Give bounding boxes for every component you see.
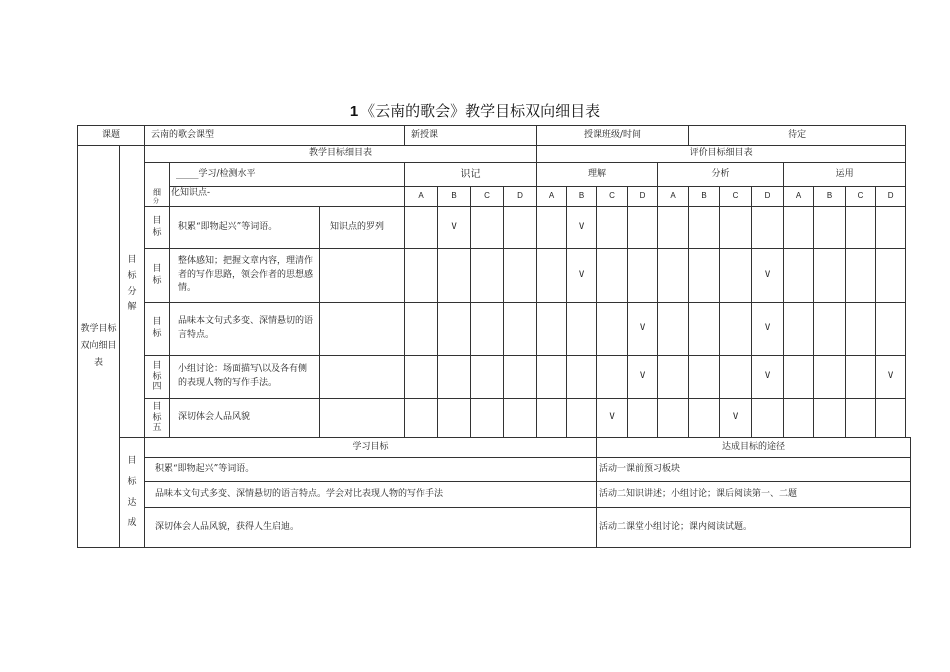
achieve-path: 活动一课前预习板块 (597, 458, 911, 482)
letter-d: D (628, 187, 658, 207)
goal-label: 目 标 (145, 249, 170, 303)
mark-cell (846, 249, 876, 303)
mark-cell (846, 207, 876, 249)
achieve-goal: 积累“即物起兴”等词语。 (145, 458, 597, 482)
level-shiji: 识记 (405, 163, 537, 187)
goal-row (78, 303, 911, 356)
mark-cell (846, 303, 876, 356)
path-header: 达成目标的途径 (597, 438, 911, 458)
mark-cell (846, 356, 876, 399)
mark-cell (597, 249, 628, 303)
mark-cell (628, 249, 658, 303)
achieve-path: 活动二课堂小组讨论；课内阅读试题。 (597, 508, 911, 548)
mark-cell (471, 399, 504, 438)
mark-cell (628, 207, 658, 249)
mark-cell: V (752, 356, 784, 399)
mark-cell (438, 249, 471, 303)
goal-text: 整体感知；把握文章内容，理清作者的写作思路，领会作者的思想感情。 (170, 249, 320, 303)
mark-cell (628, 399, 658, 438)
goal-note (320, 356, 405, 399)
achieve-goal: 品味本文句式多变、深情悬切的语言特点。学会对比表现人物的写作手法 (145, 482, 597, 508)
achieve-label: 目 标 达 成 (120, 438, 145, 548)
achieve-goal: 深切体会人品风貌，获得人生启迪。 (145, 508, 597, 548)
mark-cell (471, 207, 504, 249)
learn-level: _____学习/检测水平 (170, 163, 405, 187)
mark-cell (405, 356, 438, 399)
mark-cell: V (876, 356, 906, 399)
decompose-label: 目 标 分 解 (120, 146, 145, 438)
subdivide-header: 细 分 (145, 163, 170, 207)
goal-note: 知识点的罗列 (320, 207, 405, 249)
letter-b: B (689, 187, 720, 207)
mark-cell (537, 356, 567, 399)
letter-a: A (537, 187, 567, 207)
mark-cell: V (597, 399, 628, 438)
mark-cell (814, 399, 846, 438)
mark-cell (658, 399, 689, 438)
goal-row (78, 356, 911, 399)
mark-cell: V (752, 303, 784, 356)
mark-cell (658, 207, 689, 249)
achieve-row (78, 482, 911, 508)
letter-c: C (471, 187, 504, 207)
mark-cell (814, 356, 846, 399)
mark-cell (814, 249, 846, 303)
mark-cell (658, 356, 689, 399)
mark-cell (689, 399, 720, 438)
letter-b: B (438, 187, 471, 207)
mark-cell (471, 303, 504, 356)
mark-cell: V (567, 249, 597, 303)
goal-text: 小组讨论：场面描写\以及各有侧的表现人物的写作手法。 (170, 356, 320, 399)
mark-cell (720, 356, 752, 399)
mark-cell (504, 303, 537, 356)
knowledge-label: 化知识点- (170, 187, 405, 207)
mark-cell (537, 399, 567, 438)
mark-cell (876, 303, 906, 356)
mark-cell (720, 303, 752, 356)
letter-c: C (846, 187, 876, 207)
mark-cell (689, 303, 720, 356)
mark-cell (537, 207, 567, 249)
mark-cell (504, 399, 537, 438)
course-name: 云南的歌会课型 (145, 126, 405, 146)
class-time-label: 授课班级/时间 (537, 126, 689, 146)
mark-cell: V (567, 207, 597, 249)
goal-label: 目 标 (145, 207, 170, 249)
section-left-label: 教学目标双向细目表 (78, 146, 120, 548)
goal-label: 目 标 四 (145, 356, 170, 399)
mark-cell (504, 207, 537, 249)
achieve-row (78, 458, 911, 482)
mark-cell (537, 249, 567, 303)
course-type: 新授课 (405, 126, 537, 146)
letter-b: B (567, 187, 597, 207)
mark-cell (471, 356, 504, 399)
mark-cell (597, 207, 628, 249)
goal-note (320, 399, 405, 438)
achieve-path: 活动二知识讲述；小组讨论；课后阅读第一、二题 (597, 482, 911, 508)
mark-cell (405, 207, 438, 249)
eval-detail-header: 评价目标细目表 (537, 146, 906, 163)
goal-text: 品味本文句式多变、深情悬切的语言特点。 (170, 303, 320, 356)
header-row (78, 126, 911, 146)
level-yunyong: 运用 (784, 163, 906, 187)
mark-cell (752, 207, 784, 249)
goal-text: 积累“即物起兴”等词语。 (170, 207, 320, 249)
level-fenxi: 分析 (658, 163, 784, 187)
letter-c: C (597, 187, 628, 207)
mark-cell (720, 207, 752, 249)
goal-row (78, 249, 911, 303)
mark-cell (567, 399, 597, 438)
mark-cell (537, 303, 567, 356)
mark-cell (814, 207, 846, 249)
learn-goal-header: 学习目标 (145, 438, 597, 458)
page-title: 1 《云南的歌会》教学目标双向细目表 (349, 102, 601, 120)
mark-cell (689, 249, 720, 303)
mark-cell (504, 356, 537, 399)
mark-cell (784, 303, 814, 356)
mark-cell (438, 356, 471, 399)
letter-c: C (720, 187, 752, 207)
mark-cell (784, 249, 814, 303)
letter-a: A (784, 187, 814, 207)
mark-cell (752, 399, 784, 438)
mark-cell: V (720, 399, 752, 438)
mark-cell (876, 249, 906, 303)
keti-label: 课题 (78, 126, 145, 146)
mark-cell: V (628, 356, 658, 399)
mark-cell (689, 356, 720, 399)
mark-cell (597, 356, 628, 399)
mark-cell (567, 303, 597, 356)
mark-cell (876, 207, 906, 249)
mark-cell (471, 249, 504, 303)
letter-d: D (752, 187, 784, 207)
objectives-table (77, 125, 911, 548)
mark-cell (846, 399, 876, 438)
mark-cell: V (752, 249, 784, 303)
letter-d: D (504, 187, 537, 207)
mark-cell (405, 249, 438, 303)
mark-cell (784, 356, 814, 399)
letter-d: D (876, 187, 906, 207)
mark-cell (689, 207, 720, 249)
letter-a: A (658, 187, 689, 207)
letter-b: B (814, 187, 846, 207)
achieve-row (78, 508, 911, 548)
class-time-value: 待定 (689, 126, 906, 146)
mark-cell (814, 303, 846, 356)
goal-detail-header: 教学目标细目表 (145, 146, 537, 163)
mark-cell (567, 356, 597, 399)
goal-row (78, 207, 911, 249)
goal-label: 目 标 (145, 303, 170, 356)
level-lijie: 理解 (537, 163, 658, 187)
mark-cell (597, 303, 628, 356)
mark-cell (405, 399, 438, 438)
goal-label: 目 标 五 (145, 399, 170, 438)
letter-a: A (405, 187, 438, 207)
mark-cell (658, 249, 689, 303)
mark-cell (504, 249, 537, 303)
goal-note (320, 249, 405, 303)
mark-cell (658, 303, 689, 356)
mark-cell (438, 399, 471, 438)
mark-cell (438, 303, 471, 356)
goal-row (78, 399, 911, 438)
mark-cell: V (628, 303, 658, 356)
mark-cell: V (438, 207, 471, 249)
goal-text: 深切体会人品风貌 (170, 399, 320, 438)
goal-note (320, 303, 405, 356)
mark-cell (876, 399, 906, 438)
mark-cell (405, 303, 438, 356)
mark-cell (720, 249, 752, 303)
mark-cell (784, 399, 814, 438)
mark-cell (784, 207, 814, 249)
